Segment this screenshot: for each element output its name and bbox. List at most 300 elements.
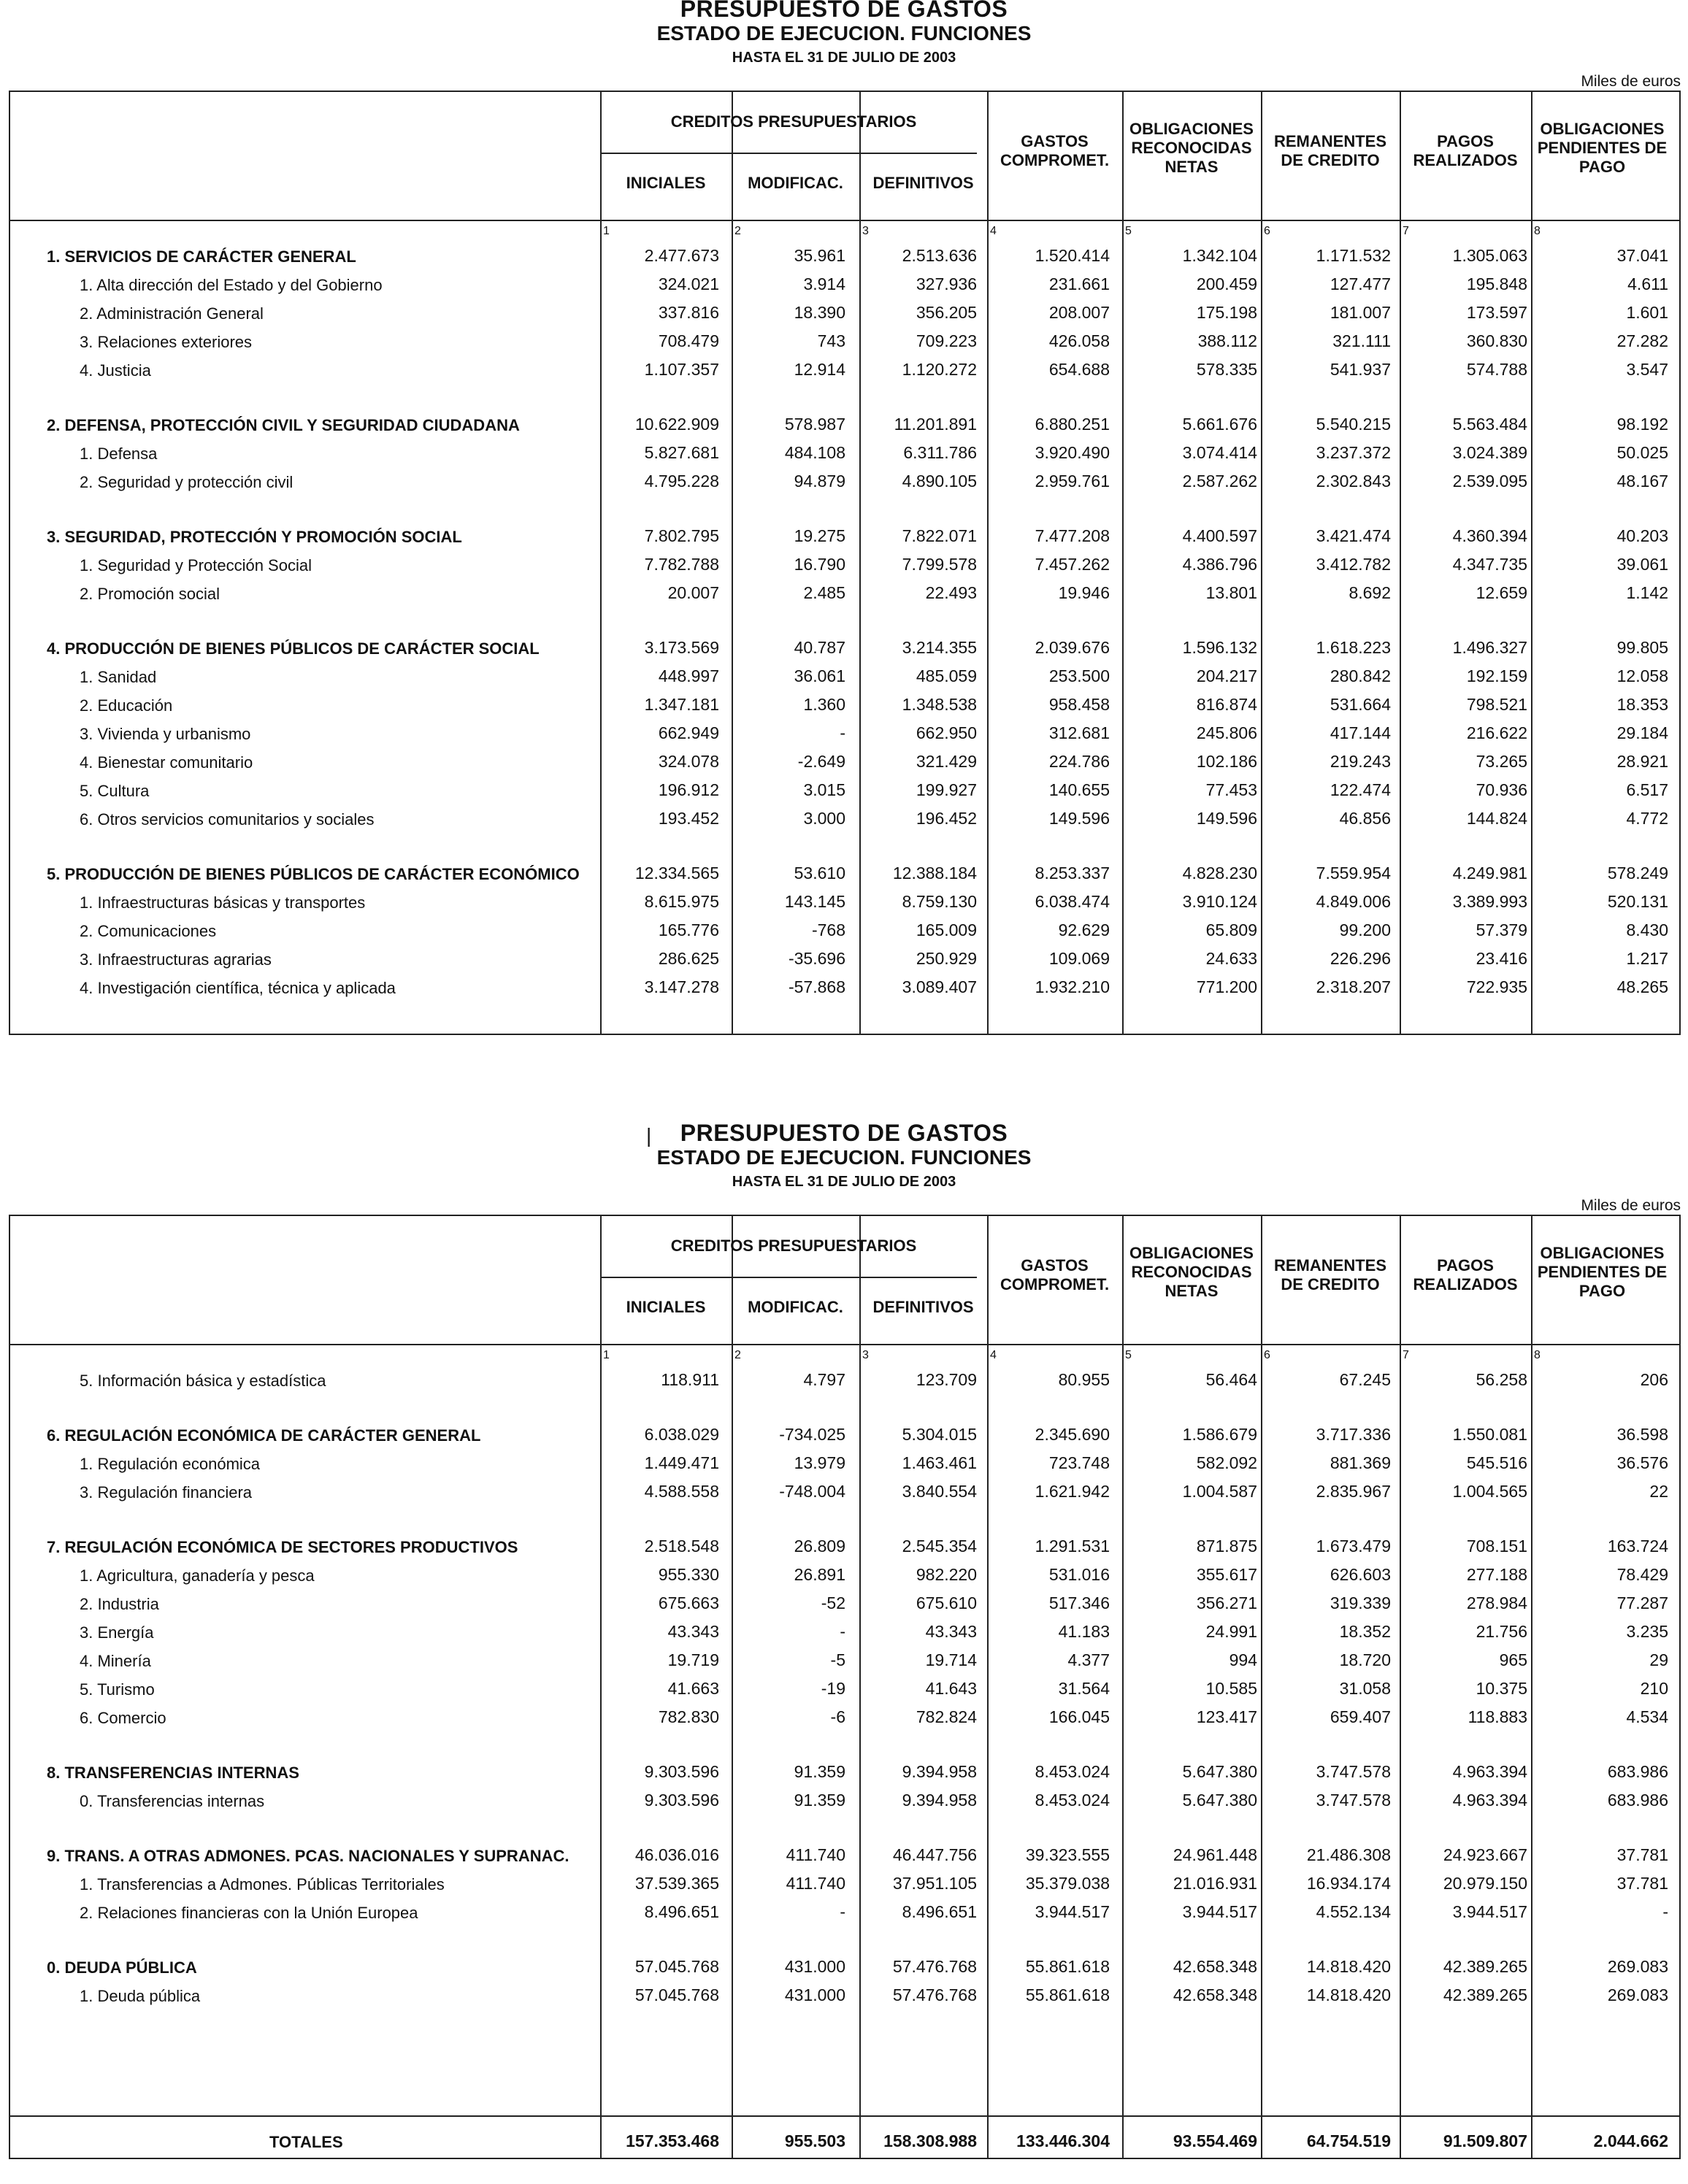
row-value: 531.016 (1048, 1565, 1110, 1584)
row-value: 2.959.761 (1035, 472, 1110, 491)
row-value: 46.856 (1339, 809, 1391, 828)
subfunction-row (10, 1786, 1679, 1815)
row-value: 20.007 (667, 583, 719, 602)
row-value: 250.929 (916, 949, 977, 968)
row-value: 27.282 (1616, 331, 1668, 350)
row-value: 118.883 (1468, 1707, 1527, 1726)
row-label: 1. Infraestructuras básicas y transportes (80, 893, 366, 912)
row-value: 91.359 (794, 1762, 845, 1781)
row-value: 3.747.578 (1316, 1762, 1391, 1781)
row-value: 965 (1499, 1650, 1527, 1669)
function-row (10, 1420, 1679, 1449)
row-value: 43.343 (667, 1622, 719, 1641)
row-value: 57.045.768 (634, 1957, 719, 1976)
row-value: 55.861.618 (1025, 1957, 1110, 1976)
stray-mark: | (646, 1124, 652, 1147)
row-value: 4.377 (1067, 1650, 1110, 1669)
row-value: 3.000 (803, 809, 845, 828)
column-number: 2 (734, 1349, 741, 1361)
row-value: 140.655 (1048, 780, 1110, 799)
row-value: 3.944.517 (1452, 1902, 1527, 1921)
row-value: 24.923.667 (1443, 1845, 1527, 1864)
row-value: 216.622 (1466, 723, 1527, 742)
row-value: 199.927 (916, 780, 977, 799)
row-value: -35.696 (788, 949, 845, 968)
header-modificac: MODIFICAC. (748, 174, 843, 192)
page-title: PRESUPUESTO DE GASTOS (680, 0, 1008, 22)
page-subtitle: ESTADO DE EJECUCION. FUNCIONES (656, 22, 1032, 45)
row-value: 2.513.636 (902, 246, 977, 265)
row-value: 57.476.768 (892, 1985, 977, 2004)
row-value: 278.984 (1466, 1593, 1527, 1612)
row-value: 37.539.365 (634, 1874, 719, 1893)
row-value: 356.205 (916, 303, 977, 322)
function-row (10, 1532, 1679, 1561)
row-value: 3.920.490 (1035, 443, 1110, 462)
row-value: 312.681 (1048, 723, 1110, 742)
row-value: 722.935 (1466, 977, 1527, 996)
row-value: 626.603 (1330, 1565, 1391, 1584)
row-value: 98.192 (1616, 415, 1668, 434)
row-label: 5. PRODUCCIÓN DE BIENES PÚBLICOS DE CARÁCTER ECONÓMICO (47, 865, 580, 883)
row-value: 1.004.565 (1452, 1482, 1527, 1501)
row-value: 417.144 (1330, 723, 1391, 742)
page-title: PRESUPUESTO DE GASTOS (680, 1120, 1008, 1146)
totals-label: TOTALES (269, 2133, 343, 2151)
column-number: 4 (990, 1349, 997, 1361)
row-value: 70.936 (1476, 780, 1527, 799)
row-value: - (840, 1902, 845, 1921)
row-value: 37.781 (1616, 1845, 1668, 1864)
row-value: 196.912 (658, 780, 719, 799)
row-value: 708.151 (1466, 1537, 1527, 1556)
row-value: 12.334.565 (634, 864, 719, 883)
row-value: -5 (830, 1650, 845, 1669)
row-value: 871.875 (1196, 1537, 1257, 1556)
subfunction-row (10, 1674, 1679, 1703)
row-label: 2. Seguridad y protección civil (80, 473, 294, 491)
row-value: -734.025 (779, 1425, 845, 1444)
row-value: 37.781 (1616, 1874, 1668, 1893)
row-value: 4.552.134 (1316, 1902, 1391, 1921)
row-spacer (10, 496, 1679, 522)
row-value: 1.348.538 (902, 695, 977, 714)
column-number: 4 (990, 225, 997, 237)
row-value: 574.788 (1466, 360, 1527, 379)
header-bottom-rule (10, 220, 1679, 221)
subfunction-row (10, 888, 1679, 916)
column-number: 6 (1264, 225, 1270, 237)
row-value: 5.540.215 (1316, 415, 1391, 434)
row-value: 20.979.150 (1443, 1874, 1527, 1893)
row-value: 18.720 (1339, 1650, 1391, 1669)
row-value: 431.000 (784, 1985, 845, 2004)
column-number: 6 (1264, 1349, 1270, 1361)
row-value: 4.963.394 (1452, 1791, 1527, 1810)
row-value: 41.663 (667, 1679, 719, 1698)
row-value: 517.346 (1048, 1593, 1110, 1612)
page-date: HASTA EL 31 DE JULIO DE 2003 (732, 50, 956, 66)
row-value: -2.649 (797, 752, 845, 771)
row-value: 7.782.788 (644, 555, 719, 574)
totals-row (10, 2127, 1679, 2156)
row-value: 3.547 (1626, 360, 1668, 379)
subfunction-row (10, 355, 1679, 384)
subfunction-row (10, 439, 1679, 467)
row-label: 7. REGULACIÓN ECONÓMICA DE SECTORES PRODUCTIVOS (47, 1538, 518, 1556)
function-row (10, 410, 1679, 439)
row-value: 5.563.484 (1452, 415, 1527, 434)
totals-value: 157.353.468 (626, 2131, 719, 2150)
row-value: 24.633 (1205, 949, 1257, 968)
row-value: 4.890.105 (902, 472, 977, 491)
subfunction-row (10, 299, 1679, 327)
row-value: 48.265 (1616, 977, 1668, 996)
subfunction-row (10, 1477, 1679, 1506)
row-value: 6.880.251 (1035, 415, 1110, 434)
row-value: 6.311.786 (903, 443, 977, 462)
row-value: 122.474 (1330, 780, 1391, 799)
row-value: 14.818.420 (1306, 1957, 1391, 1976)
row-value: - (840, 723, 845, 742)
column-number: 3 (862, 225, 869, 237)
row-value: 662.950 (916, 723, 977, 742)
row-value: 360.830 (1466, 331, 1527, 350)
row-value: 200.459 (1196, 274, 1257, 293)
row-value: 192.159 (1466, 666, 1527, 685)
row-value: 37.951.105 (892, 1874, 977, 1893)
page-subtitle: ESTADO DE EJECUCION. FUNCIONES (656, 1146, 1032, 1169)
row-value: 57.476.768 (892, 1957, 977, 1976)
row-label: 2. Administración General (80, 304, 264, 323)
row-value: 545.516 (1466, 1453, 1527, 1472)
row-value: 411.740 (786, 1874, 845, 1893)
row-value: 448.997 (658, 666, 719, 685)
row-value: 46.447.756 (892, 1845, 977, 1864)
row-value: 6.517 (1626, 780, 1668, 799)
row-value: 1.618.223 (1316, 638, 1391, 657)
row-value: 1.463.461 (902, 1453, 977, 1472)
row-label: 2. Educación (80, 696, 173, 715)
row-value: 269.083 (1607, 1985, 1668, 2004)
row-label: 5. Turismo (80, 1680, 155, 1699)
row-value: 4.386.796 (1182, 555, 1257, 574)
row-value: 6.038.029 (644, 1425, 719, 1444)
row-value: - (1662, 1902, 1668, 1921)
row-label: 3. SEGURIDAD, PROTECCIÓN Y PROMOCIÓN SOCIAL (47, 528, 462, 546)
row-value: 53.610 (794, 864, 845, 883)
row-value: 654.688 (1048, 360, 1110, 379)
row-label: 4. Bienestar comunitario (80, 753, 253, 772)
row-value: 55.861.618 (1025, 1985, 1110, 2004)
row-value: 41.183 (1058, 1622, 1110, 1641)
row-value: 3.840.554 (902, 1482, 977, 1501)
row-value: 3.214.355 (902, 638, 977, 657)
row-value: 9.394.958 (902, 1791, 977, 1810)
row-value: 204.217 (1196, 666, 1257, 685)
row-value: 782.830 (658, 1707, 719, 1726)
row-value: 163.724 (1607, 1537, 1668, 1556)
page-date: HASTA EL 31 DE JULIO DE 2003 (732, 1174, 956, 1190)
row-value: 165.776 (658, 920, 719, 939)
subfunction-row (10, 1561, 1679, 1589)
row-value: 1.673.479 (1316, 1537, 1391, 1556)
row-label: 2. Promoción social (80, 585, 220, 603)
row-value: 4.360.394 (1452, 526, 1527, 545)
header-creditos: CREDITOS PRESUPUESTARIOS (670, 1237, 917, 1255)
row-value: 224.786 (1048, 752, 1110, 771)
row-value: 39.061 (1616, 555, 1668, 574)
row-value: 8.453.024 (1035, 1791, 1110, 1810)
row-value: 1.932.210 (1035, 977, 1110, 996)
row-value: 1.004.587 (1182, 1482, 1257, 1501)
function-row (10, 1953, 1679, 1981)
subfunction-row (10, 1366, 1679, 1394)
function-row (10, 1841, 1679, 1869)
row-value: 578.249 (1607, 864, 1668, 883)
row-value: 12.659 (1476, 583, 1527, 602)
row-value: 2.039.676 (1035, 638, 1110, 657)
row-value: 12.058 (1616, 666, 1668, 685)
function-row (10, 859, 1679, 888)
row-value: 708.479 (658, 331, 719, 350)
row-value: 42.389.265 (1443, 1957, 1527, 1976)
row-value: 4.795.228 (644, 472, 719, 491)
subfunction-row (10, 1646, 1679, 1674)
row-value: 56.258 (1476, 1370, 1527, 1389)
row-value: 9.394.958 (902, 1762, 977, 1781)
budget-table (9, 91, 1681, 1035)
column-number: 7 (1403, 225, 1409, 237)
row-value: 9.303.596 (644, 1762, 719, 1781)
row-label: 9. TRANS. A OTRAS ADMONES. PCAS. NACIONALES Y SUPRANAC. (47, 1847, 569, 1865)
row-value: 42.389.265 (1443, 1985, 1527, 2004)
row-value: 19.275 (794, 526, 845, 545)
header-obligaciones: OBLIGACIONES RECONOCIDAS NETAS (1129, 1244, 1254, 1300)
row-value: 36.576 (1616, 1453, 1668, 1472)
column-number: 7 (1403, 1349, 1409, 1361)
row-label: 6. Otros servicios comunitarios y sociales (80, 810, 375, 828)
row-value: 21.486.308 (1306, 1845, 1391, 1864)
subfunction-row (10, 550, 1679, 579)
row-value: 8.430 (1626, 920, 1668, 939)
row-value: 39.323.555 (1025, 1845, 1110, 1864)
totals-value: 158.308.988 (883, 2131, 977, 2150)
row-label: 3. Relaciones exteriores (80, 333, 253, 351)
header-iniciales: INICIALES (626, 1298, 706, 1316)
row-label: 2. Comunicaciones (80, 922, 217, 940)
row-value: 675.663 (658, 1593, 719, 1612)
page-2 (0, 1120, 1688, 2175)
row-value: 280.842 (1330, 666, 1391, 685)
totals-value: 64.754.519 (1306, 2131, 1391, 2150)
row-value: 36.061 (794, 666, 845, 685)
subfunction-row (10, 579, 1679, 607)
row-label: 3. Regulación financiera (80, 1483, 253, 1502)
row-spacer (10, 833, 1679, 859)
row-value: 31.058 (1339, 1679, 1391, 1698)
row-value: 2.835.967 (1316, 1482, 1391, 1501)
row-value: 723.748 (1048, 1453, 1110, 1472)
row-value: 18.390 (794, 303, 845, 322)
row-value: 35.379.038 (1025, 1874, 1110, 1893)
row-label: 8. TRANSFERENCIAS INTERNAS (47, 1764, 299, 1782)
row-value: 16.790 (794, 555, 845, 574)
row-value: -6 (830, 1707, 845, 1726)
header-pagos: PAGOS REALIZADOS (1413, 132, 1518, 169)
row-value: 485.059 (916, 666, 977, 685)
row-value: -19 (821, 1679, 845, 1698)
row-value: 14.818.420 (1306, 1985, 1391, 2004)
row-value: 659.407 (1330, 1707, 1391, 1726)
row-value: 683.986 (1607, 1791, 1668, 1810)
header-definitivos: DEFINITIVOS (872, 174, 974, 192)
row-value: 40.203 (1616, 526, 1668, 545)
row-value: 7.559.954 (1316, 864, 1391, 883)
row-value: 994 (1229, 1650, 1257, 1669)
row-value: 10.375 (1476, 1679, 1527, 1698)
row-value: 327.936 (916, 274, 977, 293)
subfunction-row (10, 916, 1679, 945)
row-value: 11.201.891 (894, 415, 977, 434)
row-value: 94.879 (794, 472, 845, 491)
row-value: 226.296 (1330, 949, 1391, 968)
column-number: 5 (1125, 1349, 1132, 1361)
row-value: 1.171.532 (1316, 246, 1391, 265)
row-value: 4.400.597 (1182, 526, 1257, 545)
row-value: 431.000 (784, 1957, 845, 1976)
row-value: 7.799.578 (902, 555, 977, 574)
row-value: 2.318.207 (1316, 977, 1391, 996)
row-value: 22.493 (925, 583, 977, 602)
row-value: 4.534 (1626, 1707, 1668, 1726)
row-value: 29.184 (1616, 723, 1668, 742)
row-value: 7.457.262 (1035, 555, 1110, 574)
row-value: 5.827.681 (644, 443, 719, 462)
row-value: 210 (1640, 1679, 1668, 1698)
row-value: 37.041 (1616, 246, 1668, 265)
row-label: 5. Cultura (80, 782, 150, 800)
row-value: 23.416 (1476, 949, 1527, 968)
row-value: 231.661 (1048, 274, 1110, 293)
row-value: 4.797 (803, 1370, 845, 1389)
row-value: 1.305.063 (1452, 246, 1527, 265)
row-value: 245.806 (1196, 723, 1257, 742)
row-value: 578.987 (784, 415, 845, 434)
row-value: 48.167 (1616, 472, 1668, 491)
totals-value: 2.044.662 (1593, 2131, 1668, 2150)
row-value: 324.021 (658, 274, 719, 293)
header-modificac: MODIFICAC. (748, 1298, 843, 1316)
row-value: 8.453.024 (1035, 1762, 1110, 1781)
row-value: 1.217 (1626, 949, 1668, 968)
row-value: 1.520.414 (1035, 246, 1110, 265)
row-value: 99.805 (1616, 638, 1668, 657)
row-label: 1. Deuda pública (80, 1987, 201, 2005)
row-value: 24.961.448 (1173, 1845, 1257, 1864)
row-value: 208.007 (1048, 303, 1110, 322)
header-creditos: CREDITOS PRESUPUESTARIOS (670, 112, 917, 131)
row-value: 46.036.016 (634, 1845, 719, 1864)
row-label: 3. Infraestructuras agrarias (80, 950, 272, 969)
row-value: 771.200 (1196, 977, 1257, 996)
row-value: 286.625 (658, 949, 719, 968)
row-value: 50.025 (1616, 443, 1668, 462)
row-label: 0. DEUDA PÚBLICA (47, 1958, 197, 1977)
row-value: 2.485 (803, 583, 845, 602)
row-value: 41.643 (925, 1679, 977, 1698)
header-gastos: GASTOS COMPROMET. (1000, 1256, 1110, 1293)
row-value: 743 (817, 331, 845, 350)
row-value: 1.621.942 (1035, 1482, 1110, 1501)
row-value: 1.142 (1626, 583, 1668, 602)
row-value: 484.108 (784, 443, 845, 462)
column-number: 5 (1125, 225, 1132, 237)
row-value: 4.611 (1627, 274, 1668, 293)
header-bottom-rule (10, 1344, 1679, 1345)
row-value: 1.601 (1626, 303, 1668, 322)
units-label: Miles de euros (1581, 73, 1681, 90)
row-label: 3. Energía (80, 1623, 154, 1642)
subfunction-row (10, 973, 1679, 1001)
subfunction-row (10, 945, 1679, 973)
column-number: 3 (862, 1349, 869, 1361)
row-value: 2.345.690 (1035, 1425, 1110, 1444)
column-number: 8 (1534, 1349, 1541, 1361)
row-value: 42.658.348 (1173, 1985, 1257, 2004)
row-value: 78.429 (1616, 1565, 1668, 1584)
row-value: 1.291.531 (1035, 1537, 1110, 1556)
row-value: 1.550.081 (1452, 1425, 1527, 1444)
row-label: 0. Transferencias internas (80, 1792, 265, 1810)
row-value: 5.647.380 (1182, 1762, 1257, 1781)
row-value: 1.360 (803, 695, 845, 714)
row-value: 541.937 (1330, 360, 1391, 379)
row-value: 1.496.327 (1452, 638, 1527, 657)
row-value: 426.058 (1048, 331, 1110, 350)
row-spacer (10, 1394, 1679, 1420)
row-label: 2. Relaciones financieras con la Unión Europea (80, 1904, 418, 1922)
row-value: 8.253.337 (1035, 864, 1110, 883)
row-value: 57.045.768 (634, 1985, 719, 2004)
row-value: 166.045 (1048, 1707, 1110, 1726)
totals-value: 133.446.304 (1016, 2131, 1110, 2150)
row-value: 277.188 (1466, 1565, 1527, 1584)
function-row (10, 522, 1679, 550)
row-label: 1. Defensa (80, 445, 158, 463)
row-value: 77.287 (1616, 1593, 1668, 1612)
row-value: 40.787 (794, 638, 845, 657)
header-pendientes: OBLIGACIONES PENDIENTES DE PAGO (1537, 1244, 1668, 1300)
header-pendientes: OBLIGACIONES PENDIENTES DE PAGO (1537, 120, 1668, 176)
subfunction-row (10, 747, 1679, 776)
row-value: 411.740 (786, 1845, 845, 1864)
row-value: 958.458 (1048, 695, 1110, 714)
row-value: 149.596 (1048, 809, 1110, 828)
row-value: 3.717.336 (1316, 1425, 1391, 1444)
row-label: 1. Seguridad y Protección Social (80, 556, 312, 574)
row-value: 123.417 (1196, 1707, 1257, 1726)
row-value: 7.802.795 (644, 526, 719, 545)
subfunction-row (10, 1703, 1679, 1731)
row-label: 4. Minería (80, 1652, 151, 1670)
row-value: 337.816 (658, 303, 719, 322)
row-value: 388.112 (1197, 331, 1257, 350)
row-value: 1.107.357 (644, 360, 719, 379)
row-label: 1. Transferencias a Admones. Públicas Territoriales (80, 1875, 445, 1893)
row-value: 7.477.208 (1035, 526, 1110, 545)
row-value: 8.692 (1349, 583, 1391, 602)
